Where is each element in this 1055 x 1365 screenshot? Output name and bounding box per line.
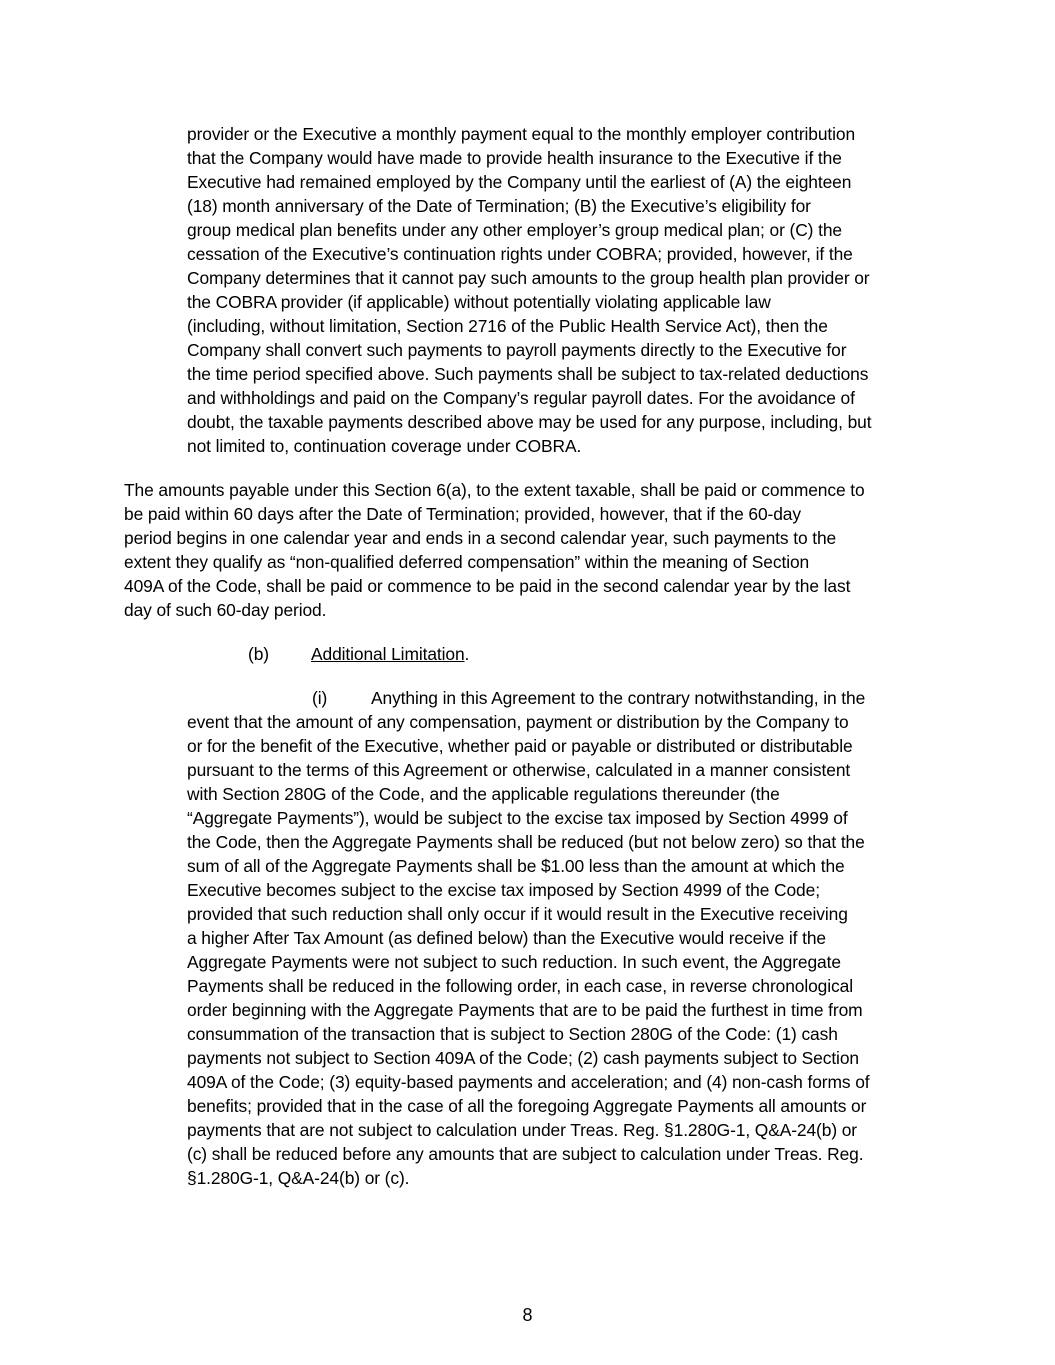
- text-line: extent they qualify as “non-qualified deferred compensation” within the meaning of Section: [124, 552, 810, 572]
- section-b-title: Additional Limitation: [311, 644, 465, 664]
- text-line: the COBRA provider (if applicable) without potentially violating applicable law: [187, 292, 771, 312]
- text-line: 409A of the Code; (3) equity-based payments and acceleration; and (4) non-cash forms of: [187, 1072, 870, 1092]
- text-line: pursuant to the terms of this Agreement or otherwise, calculated in a manner consistent: [187, 760, 851, 780]
- text-line: group medical plan benefits under any other employer’s group medical plan; or (C) the: [187, 220, 842, 240]
- text-line: and withholdings and paid on the Company’s regular payroll dates. For the avoidance of: [187, 388, 855, 408]
- text-line: the Code, then the Aggregate Payments shall be reduced (but not below zero) so that the: [187, 832, 865, 852]
- text-line: The amounts payable under this Section 6(a), to the extent taxable, shall be paid or commence to: [124, 480, 865, 500]
- section-b-title-wrap: [311, 642, 469, 666]
- text-line: Aggregate Payments were not subject to such reduction. In such event, the Aggregate: [187, 952, 841, 972]
- text-line: Company shall convert such payments to payroll payments directly to the Executive for: [187, 340, 847, 360]
- text-line: cessation of the Executive’s continuation rights under COBRA; provided, however, if the: [187, 244, 853, 264]
- text-line: provider or the Executive a monthly payment equal to the monthly employer contribution: [187, 124, 856, 144]
- text-line: day of such 60-day period.: [124, 600, 327, 620]
- text-line: (c) shall be reduced before any amounts that are subject to calculation under Treas. Reg.: [187, 1144, 864, 1164]
- text-line: with Section 280G of the Code, and the applicable regulations thereunder (the: [187, 784, 780, 804]
- text-line: Executive becomes subject to the excise tax imposed by Section 4999 of the Code;: [187, 880, 820, 900]
- text-line: doubt, the taxable payments described above may be used for any purpose, including, but: [187, 412, 872, 432]
- section-b-title-suffix: .: [464, 644, 470, 664]
- text-line: be paid within 60 days after the Date of Termination; provided, however, that if the 60-day: [124, 504, 801, 524]
- section-b-label: (b): [248, 644, 269, 664]
- text-line: Payments shall be reduced in the following order, in each case, in reverse chronological: [187, 976, 853, 996]
- text-line: 409A of the Code, shall be paid or commence to be paid in the second calendar year by the last: [124, 576, 851, 596]
- text-line: benefits; provided that in the case of all the foregoing Aggregate Payments all amounts or: [187, 1096, 867, 1116]
- text-line: that the Company would have made to provide health insurance to the Executive if the: [187, 148, 842, 168]
- text-line: sum of all of the Aggregate Payments shall be $1.00 less than the amount at which the: [187, 856, 845, 876]
- section-i-label: (i): [312, 688, 328, 708]
- text-line: payments not subject to Section 409A of the Code; (2) cash payments subject to Section: [187, 1048, 859, 1068]
- text-line: the time period specified above. Such payments shall be subject to tax-related deductions: [187, 364, 869, 384]
- text-line: not limited to, continuation coverage under COBRA.: [187, 436, 582, 456]
- text-line: event that the amount of any compensation, payment or distribution by the Company to: [187, 712, 849, 732]
- text-line: (including, without limitation, Section 2716 of the Public Health Service Act), then the: [187, 316, 828, 336]
- text-line: or for the benefit of the Executive, whether paid or payable or distributed or distributable: [187, 736, 853, 756]
- text-line: §1.280G-1, Q&A-24(b) or (c).: [187, 1168, 410, 1188]
- text-line: “Aggregate Payments”), would be subject to the excise tax imposed by Section 4999 of: [187, 808, 848, 828]
- page-number: 8: [522, 1305, 533, 1325]
- text-line: (18) month anniversary of the Date of Termination; (B) the Executive’s eligibility for: [187, 196, 811, 216]
- text-line: a higher After Tax Amount (as defined below) than the Executive would receive if the: [187, 928, 826, 948]
- text-line: provided that such reduction shall only occur if it would result in the Executive receiving: [187, 904, 848, 924]
- text-line: payments that are not subject to calculation under Treas. Reg. §1.280G-1, Q&A-24(b) or: [187, 1120, 858, 1140]
- text-line: Executive had remained employed by the Company until the earliest of (A) the eighteen: [187, 172, 852, 192]
- text-line: order beginning with the Aggregate Payments that are to be paid the furthest in time from: [187, 1000, 863, 1020]
- text-line: Company determines that it cannot pay such amounts to the group health plan provider or: [187, 268, 870, 288]
- text-line: period begins in one calendar year and ends in a second calendar year, such payments to the: [124, 528, 837, 548]
- text-line: consummation of the transaction that is subject to Section 280G of the Code: (1) cash: [187, 1024, 838, 1044]
- text-line: Anything in this Agreement to the contrary notwithstanding, in the: [371, 688, 866, 708]
